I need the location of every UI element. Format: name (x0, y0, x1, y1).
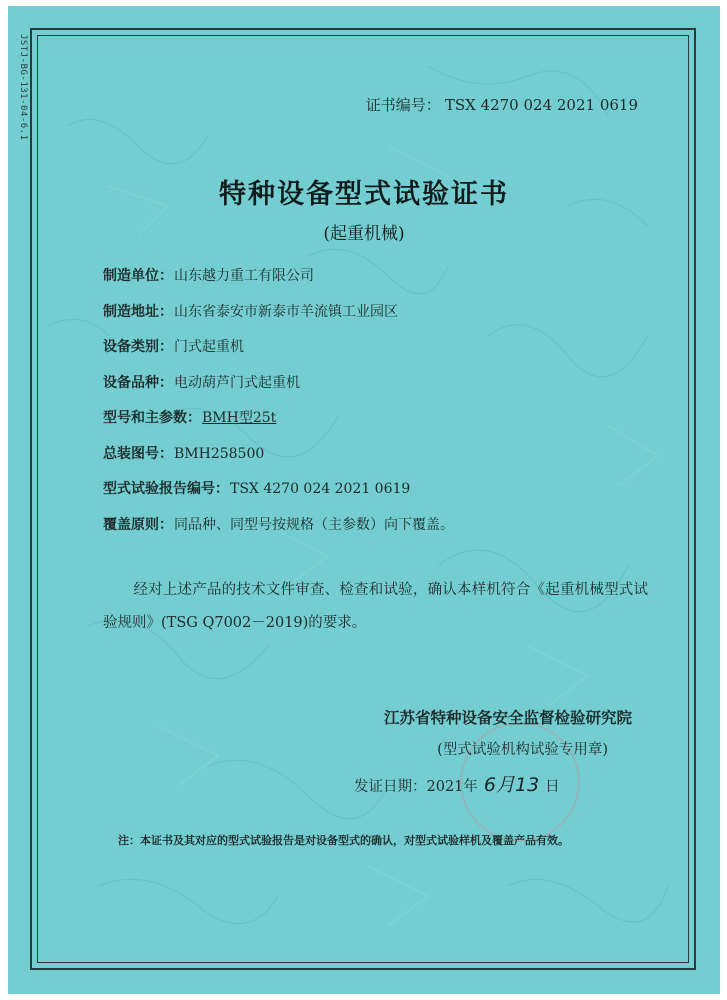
field-manufacturer (103, 264, 663, 300)
field-label: 型号和主参数： (103, 410, 201, 426)
certificate-title: 特种设备型式试验证书 (219, 179, 509, 210)
issue-date-suffix: 日 (545, 779, 560, 795)
field-value: 山东省泰安市新泰市羊流镇工业园区 (174, 303, 398, 320)
field-list (103, 264, 663, 548)
field-label: 设备品种： (103, 374, 173, 391)
field-label: 型式试验报告编号： (103, 481, 229, 497)
footnote: 注：本证书及其对应的型式试验报告是对设备型式的确认，对型式试验样机及覆盖产品有效。 (118, 834, 569, 847)
field-value: 电动葫芦门式起重机 (174, 374, 300, 391)
field-address (103, 300, 663, 336)
issue-date-label: 发证日期：2021年 (354, 779, 478, 795)
certificate-number-label: 证书编号： (365, 96, 441, 114)
field-value: 门式起重机 (174, 339, 244, 355)
field-value: BMH型25t (202, 410, 277, 426)
field-equipment-type (103, 371, 663, 407)
field-value: BMH258500 (174, 445, 265, 462)
certificate-subtitle: (起重机械) (323, 224, 405, 244)
conformity-statement: 经对上述产品的技术文件审查、检查和试验，确认本样机符合《起重机械型式试验规则》(TSG Q7002－2019)的要求。 (103, 582, 648, 631)
field-coverage-principle (103, 513, 663, 549)
issue-date (354, 770, 560, 797)
certificate-number (366, 94, 638, 115)
field-model-parameters (103, 406, 663, 442)
certificate-number-value: TSX 4270 024 2021 0619 (444, 96, 638, 114)
field-label: 制造地址： (103, 303, 173, 320)
certificate-paper (8, 6, 720, 994)
field-value: TSX 4270 024 2021 0619 (230, 481, 411, 497)
field-value: 同品种、同型号按规格（主参数）向下覆盖。 (174, 516, 454, 533)
issuer-name: 江苏省特种设备安全监督检验研究院 (383, 708, 632, 727)
field-equipment-category (103, 335, 663, 371)
field-report-number (103, 477, 663, 513)
field-drawing-number (103, 442, 663, 478)
field-label: 总装图号： (103, 445, 173, 462)
form-code: JSTJ-BG-131-04-6.1 (18, 34, 28, 141)
field-label: 设备类别： (103, 339, 173, 355)
issuer-seal-note: (型式试验机构试验专用章) (437, 742, 608, 758)
issue-date-handwritten: 6月13 (483, 774, 540, 796)
field-label: 覆盖原则： (103, 516, 173, 533)
field-label: 制造单位： (103, 268, 173, 284)
field-value: 山东越力重工有限公司 (174, 268, 314, 284)
